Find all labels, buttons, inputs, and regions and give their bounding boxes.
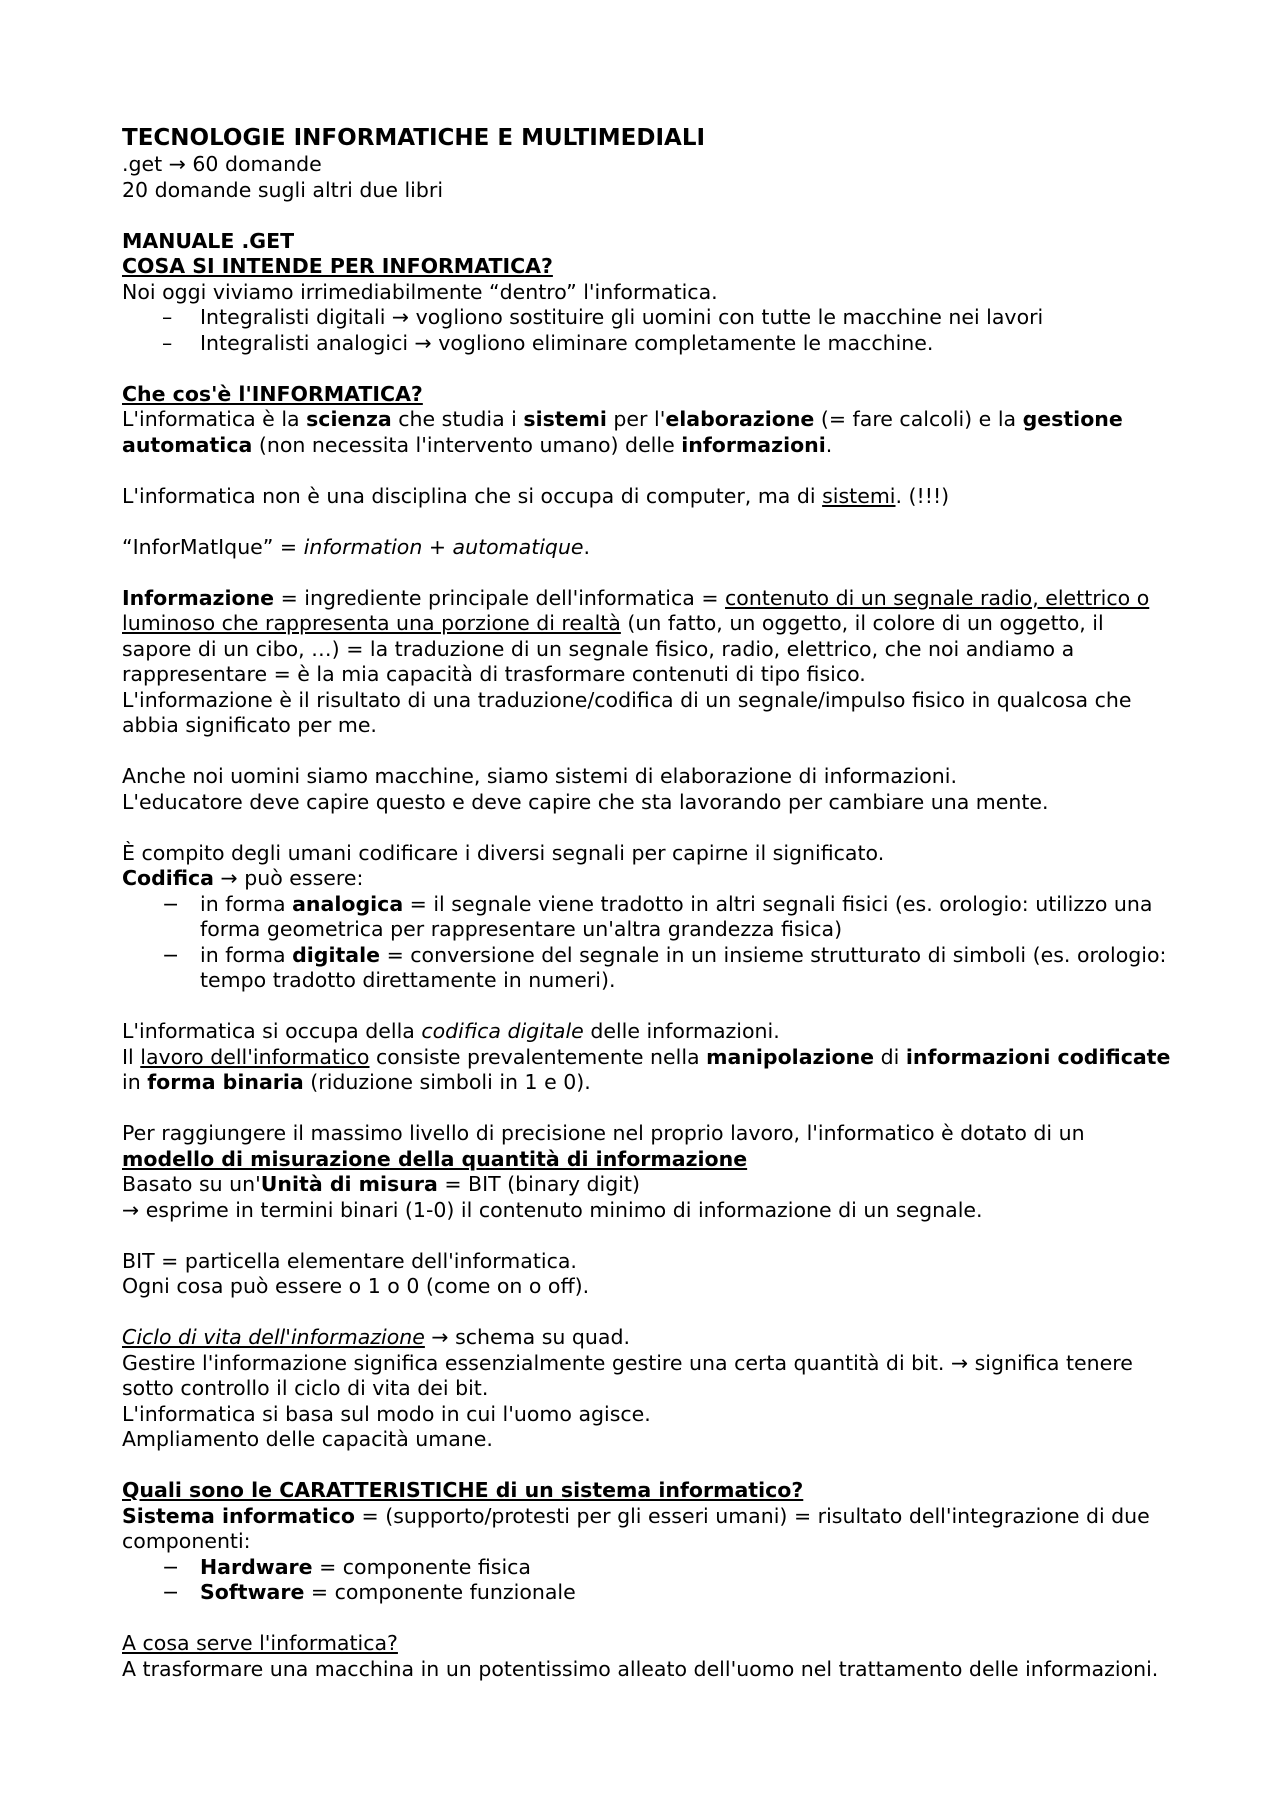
codifica-list [122,892,1172,994]
componenti-list [122,1555,1172,1606]
informazione-paragraph: Informazione = ingrediente principale dell'informatica = contenuto di un segnale radio, elettrico o luminoso che rappresenta una porzione di realtà (un fatto, un oggetto, il colore di un oggetto, il sapore di un cibo, …) = la traduzione di un segnale fisico, radio, elettrico, che noi andiamo a rappresentare = è la mia capacità di trasformare contenuti di tipo fisico. [122,585,1150,686]
list-item: − Software = componente funzionale [162,1580,576,1604]
document-title: TECNOLOGIE INFORMATICHE E MULTIMEDIALI [122,125,706,151]
list-item: – Integralisti digitali → vogliono sostituire gli uomini con tutte le macchine nei lavori [162,305,1044,329]
codifica-intro: È compito degli umani codificare i diversi segnali per capirne il significato. [122,840,885,865]
caratteristiche-heading: Quali sono le CARATTERISTICHE di un sistema informatico? [122,1478,804,1502]
list-item: – Integralisti analogici → vogliono eliminare completamente le macchine. [162,330,934,355]
informatica-definition: L'informatica è la scienza che studia i sistemi per l'elaborazione (= fare calcoli) e la gestione automatica (non necessita l'intervento umano) delle informazioni. [122,407,1123,457]
manuale-heading: MANUALE .GET [122,228,295,253]
integralisti-list [122,305,1172,356]
misura-intro: Per raggiungere il massimo livello di precisione nel proprio lavoro, l'informatico è dotato di un [122,1121,1085,1145]
sistema-informatico: Sistema informatico = (supporto/protesti per gli esseri umani) = risultato dell'integrazione di due componenti: [122,1503,1150,1553]
informatica-heading: Che cos'è l'INFORMATICA? [122,381,423,406]
codifica-digitale-line: L'informatica si occupa della codifica digitale delle informazioni. [122,1019,780,1043]
serve-heading: A cosa serve l'informatica? [122,1631,398,1655]
bit-line-2: Ogni cosa può essere o 1 o 0 (come on o off). [122,1274,590,1298]
codifica-heading: Codifica → può essere: [122,866,364,890]
manuale-subheading: COSA SI INTENDE PER INFORMATICA? [122,254,553,278]
misura-unit: Basato su un'Unità di misura = BIT (binary digit) [122,1172,640,1196]
intro-line-2: 20 domande sugli altri due libri [122,177,444,202]
informatica-etymology: “InforMatIque” = information + automatique. [122,534,591,559]
informazione-result: L'informazione è il risultato di una traduzione/codifica di un segnale/impulso fisico in qualcosa che abbia significato per me. [122,687,1132,737]
ciclo-heading: Ciclo di vita dell'informazione → schema su quad. [122,1325,630,1349]
list-item: − in forma analogica = il segnale viene tradotto in altri segnali fisici (es. orologio: utilizzo una forma geometrica per rappresentare un'altra grandezza fisica) [162,891,1153,941]
ciclo-uomo: L'informatica si basa sul modo in cui l'uomo agisce. [122,1401,651,1426]
bit-line-1: BIT = particella elementare dell'informatica. [122,1248,577,1273]
informatica-not-computer: L'informatica non è una disciplina che si occupa di computer, ma di sistemi. (!!!) [122,483,950,508]
macchine-line-1: Anche noi uomini siamo macchine, siamo sistemi di elaborazione di informazioni. [122,764,958,788]
document-page [122,124,1172,1682]
misura-bit-definition: → esprime in termini binari (1-0) il contenuto minimo di informazione di un segnale. [122,1197,983,1222]
list-item: − Hardware = componente fisica [162,1554,531,1579]
intro-line-1: .get → 60 domande [122,152,322,176]
misura-model: modello di misurazione della quantità di informazione [122,1146,748,1171]
macchine-line-2: L'educatore deve capire questo e deve capire che sta lavorando per cambiare una mente. [122,789,1049,814]
serve-text: A trasformare una macchina in un potentissimo alleato dell'uomo nel trattamento delle informazioni. [122,1656,1159,1681]
ciclo-capacita: Ampliamento delle capacità umane. [122,1427,493,1451]
lavoro-informatico: Il lavoro dell'informatico consiste prevalentemente nella manipolazione di informazioni codificate in forma binaria (riduzione simboli in 1 e 0). [122,1044,1171,1094]
manuale-text: Noi oggi viviamo irrimediabilmente “dentro” l'informatica. [122,279,718,304]
list-item: − in forma digitale = conversione del segnale in un insieme strutturato di simboli (es. orologio: tempo tradotto direttamente in numeri). [162,942,1167,992]
ciclo-text: Gestire l'informazione significa essenzialmente gestire una certa quantità di bit. → significa tenere sotto controllo il ciclo di vita dei bit. [122,1350,1133,1400]
